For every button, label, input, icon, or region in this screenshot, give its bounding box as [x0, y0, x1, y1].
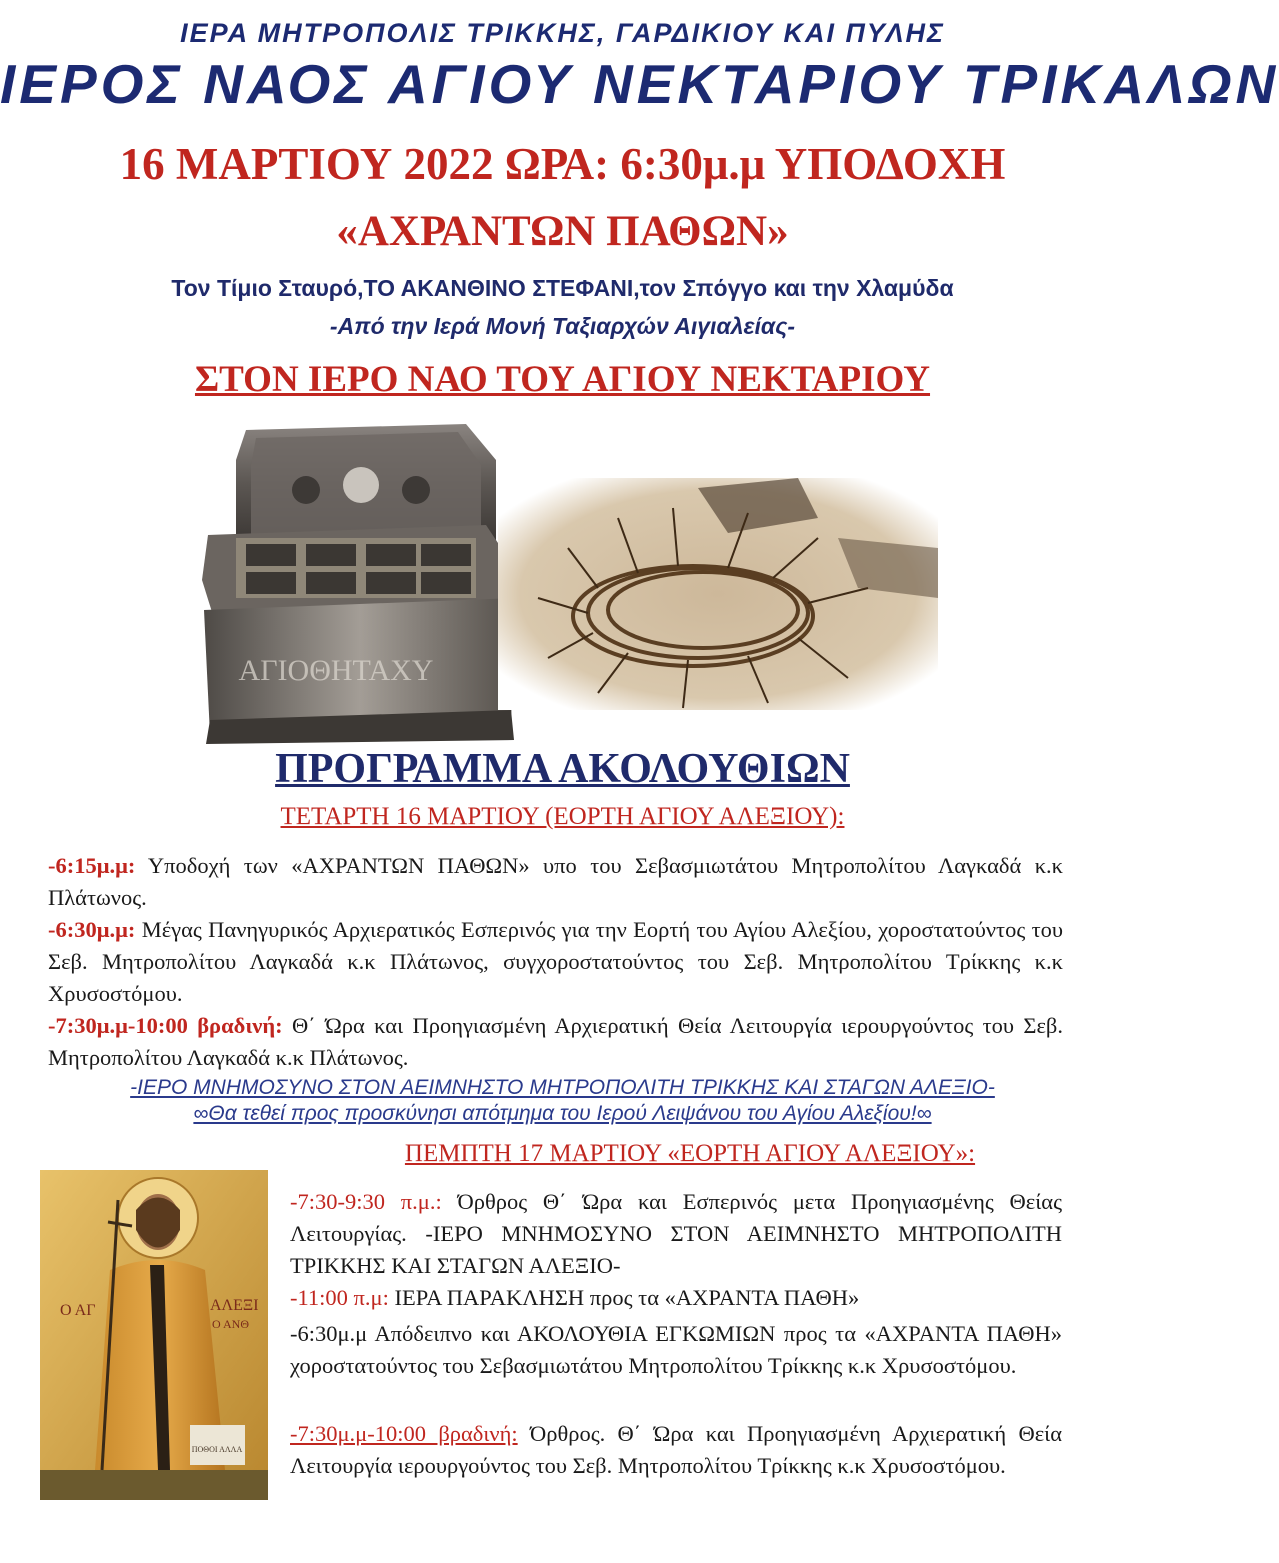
reliquary-inscription: ΑΓΙΟΘΗΤΑΧΥ	[238, 654, 434, 687]
day2-item	[290, 1282, 1062, 1314]
item-text: ΙΕΡΑ ΠΑΡΑΚΛΗΣΗ προς τα «ΑΧΡΑΝΤΑ ΠΑΘΗ»	[388, 1285, 860, 1310]
day1-item	[48, 914, 1063, 1010]
date-time-line: 16 ΜΑΡΤΙΟΥ 2022 ΩΡΑ: 6:30μ.μ ΥΠΟΔΟΧΗ	[119, 139, 1006, 189]
icon-inscription-right: ΑΛΕΞΙ	[210, 1297, 259, 1314]
reliquary-photo	[196, 420, 526, 745]
item-text: Υποδοχή των «ΑΧΡΑΝΤΩΝ ΠΑΘΩΝ» υπο του Σεβασμιωτάτου Μητροπολίτου Λαγκαδά κ.κ Πλάτωνος.	[48, 853, 1063, 910]
day2-item	[290, 1318, 1062, 1382]
day1-item	[48, 1010, 1063, 1074]
item-time: -6:15μ.μ:	[48, 853, 136, 878]
day2-heading: ΠΕΜΠΤΗ 17 ΜΑΡΤΙΟΥ «ΕΟΡΤΗ ΑΓΙΟΥ ΑΛΕΞΙΟΥ»:	[404, 1140, 976, 1167]
relics-list: Τον Τίμιο Σταυρό,ΤΟ ΑΚΑΝΘΙΝΟ ΣΤΕΦΑΝΙ,τον Σπόγγο και την Χλαμύδα	[171, 275, 954, 301]
item-time: -7:30μ.μ-10:00 βραδινή:	[290, 1421, 518, 1446]
relic-note: ∞Θα τεθεί προς προσκύνησι απότμημα του Ιερού Λειψάνου του Αγίου Αλεξίου!∞	[193, 1102, 932, 1125]
icon-inscription-left: Ο ΑΓ	[60, 1302, 96, 1319]
item-text: Όρθρος. Θ΄ Ώρα και Προηγιασμένη Αρχιερατική Θεία Λειτουργία ιερουργούντος του Σεβ. Μητροπολίτου Τρίκκης κ.κ Χρυσοστόμου.	[290, 1421, 1062, 1478]
item-time: -11:00 π.μ:	[290, 1285, 389, 1310]
memorial-line: -ΙΕΡΟ ΜΝΗΜΟΣΥΝΟ ΣΤΟΝ ΑΕΙΜΝΗΣΤΟ ΜΗΤΡΟΠΟΛΙΤΗ ΤΡΙΚΚΗΣ ΚΑΙ ΣΤΑΓΩΝ ΑΛΕΞΙΟ-	[130, 1076, 995, 1099]
item-time: -7:30-9:30 π.μ.:	[290, 1189, 442, 1214]
crown-of-thorns-photo	[498, 478, 938, 710]
saint-alexios-icon	[40, 1170, 268, 1500]
item-text: Μέγας Πανηγυρικός Αρχιερατικός Εσπερινός για την Εορτή του Αγίου Αλεξίου, χοροστατούντος του Σεβ. Μητροπολίτου Λαγκαδά κ.κ Πλάτωνος, συγχοροστατούντος του Σεβ. Μητροπολίτου Τρίκκης κ.κ Χρυσοστόμου.	[48, 917, 1063, 1006]
item-time: -7:30μ.μ-10:00 βραδινή:	[48, 1013, 283, 1038]
item-time: -6:30μ.μ:	[48, 917, 136, 942]
day1-item	[48, 850, 1063, 914]
icon-inscription-right2: Ο ΑΝΘ	[212, 1317, 250, 1331]
day1-heading: ΤΕΤΑΡΤΗ 16 ΜΑΡΤΙΟΥ (ΕΟΡΤΗ ΑΓΙΟΥ ΑΛΕΞΙΟΥ):	[280, 803, 845, 830]
location-heading: ΣΤΟΝ ΙΕΡΟ ΝΑΟ ΤΟΥ ΑΓΙΟΥ ΝΕΚΤΑΡΙΟΥ	[194, 359, 931, 400]
schedule-title: ΠΡΟΓΡΑΜΜΑ ΑΚΟΛΟΥΘΙΩΝ	[275, 746, 850, 792]
day2-item	[290, 1418, 1062, 1482]
item-time: -6:30μ.μ	[290, 1321, 368, 1346]
monastery-line: -Από την Ιερά Μονή Ταξιαρχών Αιγιαλείας-	[329, 313, 796, 339]
icon-scroll-text: ΠΟΘΟΙ ΑΛΛΑ	[191, 1445, 243, 1454]
item-text: Απόδειπνο και ΑΚΟΛΟΥΘΙΑ ΕΓΚΩΜΙΩΝ προς τα «ΑΧΡΑΝΤΑ ΠΑΘΗ» χοροστατούντος του Σεβασμιωτάτου Μητροπολίτου Τρίκκης κ.κ Χρυσοστόμου.	[290, 1321, 1062, 1378]
church-title: ΙΕΡΟΣ ΝΑΟΣ ΑΓΙΟΥ ΝΕΚΤΑΡΙΟΥ ΤΡΙΚΑΛΩΝ	[0, 53, 1279, 115]
item-text: Θ΄ Ώρα και Προηγιασμένη Αρχιερατική Θεία Λειτουργία ιερουργούντος του Σεβ. Μητροπολίτου Λαγκαδά κ.κ Πλάτωνος.	[48, 1013, 1063, 1070]
item-text: Όρθρος Θ΄ Ώρα και Εσπερινός μετα Προηγιασμένης Θείας Λειτουργίας. -ΙΕΡΟ ΜΝΗΜΟΣΥΝΟ ΣΤΟΝ ΑΕΙΜΝΗΣΤΟ ΜΗΤΡΟΠΟΛΙΤΗ ΤΡΙΚΚΗΣ ΚΑΙ ΣΤΑΓΩΝ ΑΛΕΞΙΟ-	[290, 1189, 1062, 1278]
day2-item	[290, 1186, 1062, 1282]
metropolis-heading: ΙΕΡΑ ΜΗΤΡΟΠΟΛΙΣ ΤΡΙΚΚΗΣ, ΓΑΡΔΙΚΙΟΥ ΚΑΙ ΠΥΛΗΣ	[180, 18, 945, 48]
relics-title: «ΑΧΡΑΝΤΩΝ ΠΑΘΩΝ»	[336, 208, 789, 255]
